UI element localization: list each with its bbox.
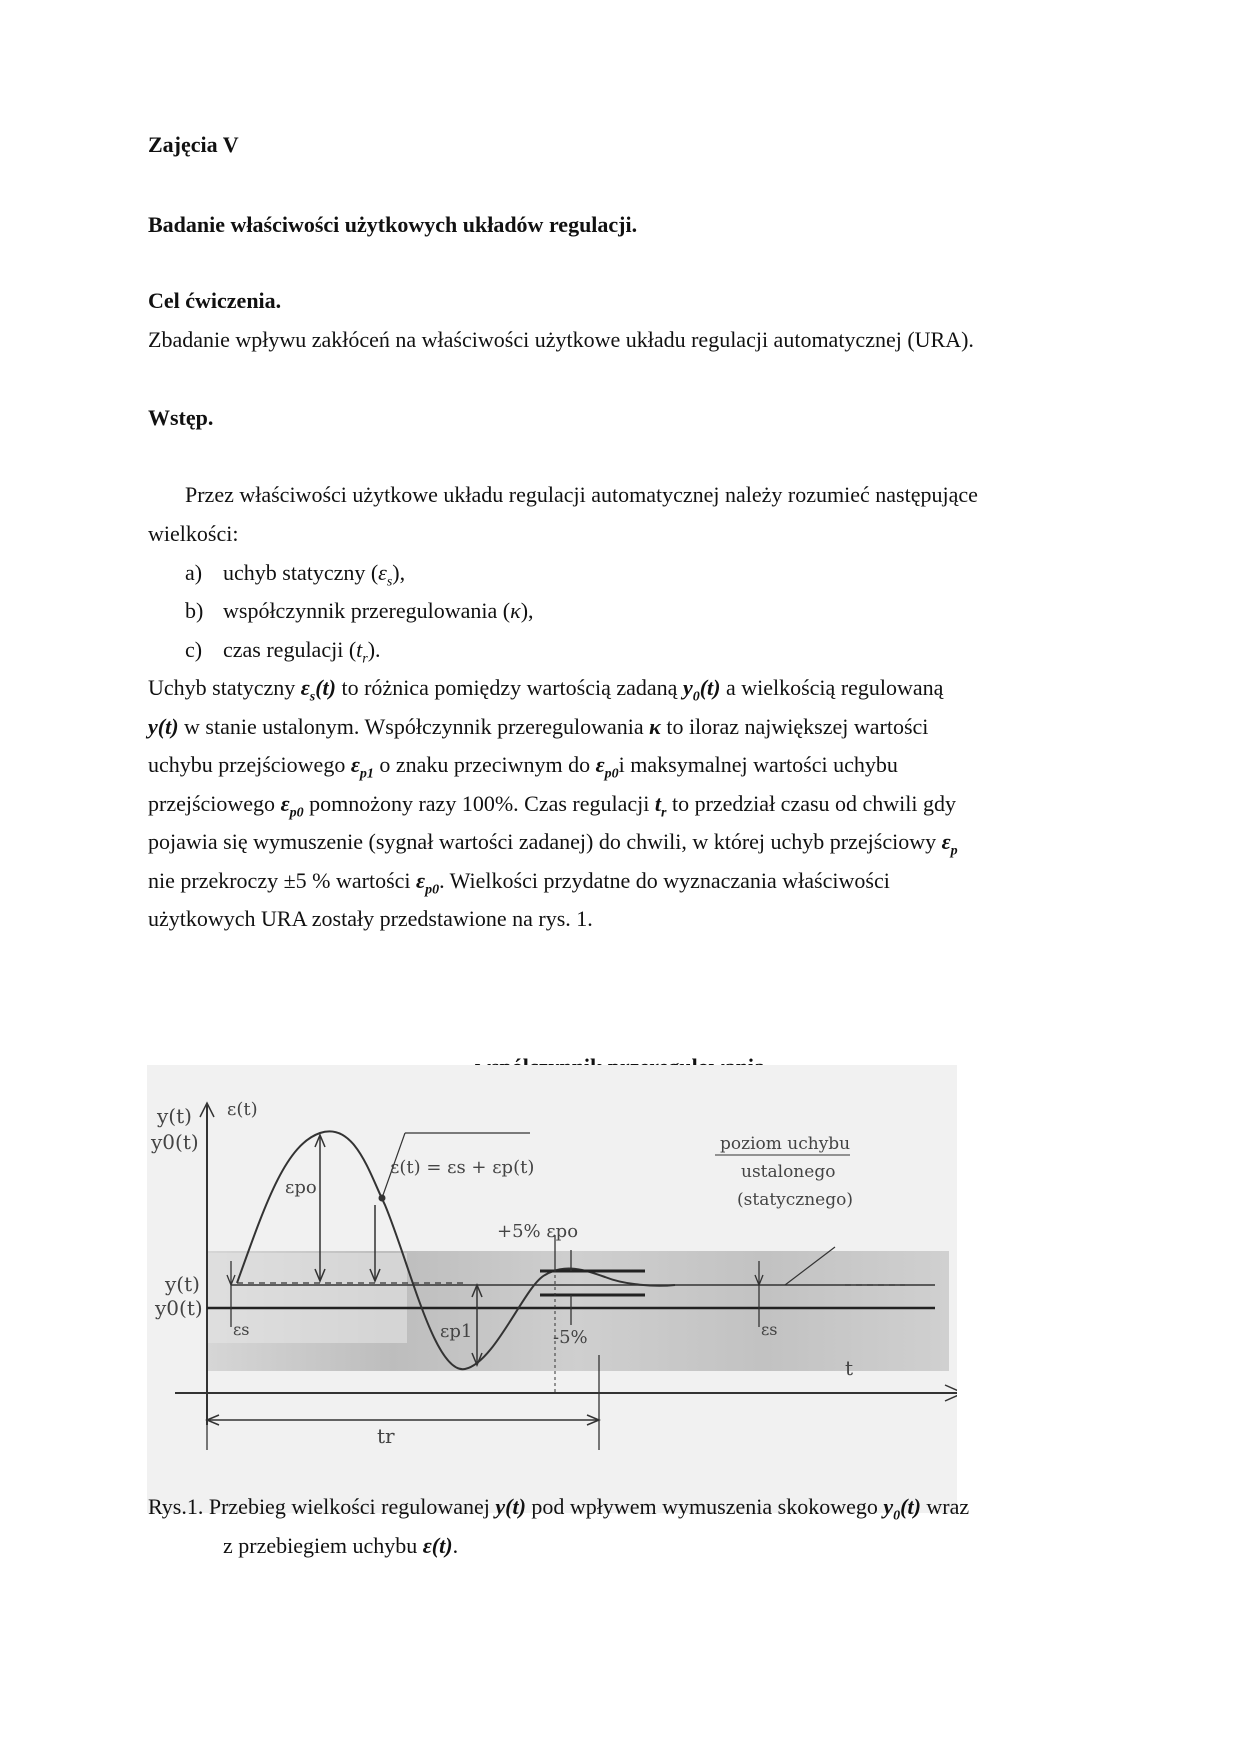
y-axis-label: y(t) [157, 1104, 192, 1128]
plus5-label: +5% εpo [497, 1221, 579, 1242]
goal-heading: Cel ćwiczenia. [148, 288, 282, 313]
intro-para1-line1: Przez właściwości użytkowe układu regulacji automatycznej należy rozumieć następujące [185, 482, 978, 507]
para2-line6: nie przekroczy ±5 % wartości $\varepsilon_{p0}$. Wielkości przydatne do wyznaczania właściwości [148, 868, 890, 898]
para2-line1: Uchyb statyczny $\varepsilon_s(t)$ to różnica pomiędzy wartością zadaną $y_0(t)$ a wielkością regulowaną [148, 675, 944, 705]
document-title: Zajęcia V [148, 132, 239, 157]
para2-line2: y(t) w stanie ustalonym. Współczynnik przeregulowania κ to iloraz największej wartości [148, 714, 929, 739]
y0-level-label: y0(t) [155, 1296, 203, 1320]
tr-label: tr [377, 1424, 395, 1448]
eps-s-right-label: εs [761, 1320, 778, 1339]
list-item: współczynnik przeregulowania (κ), [223, 598, 534, 623]
eps-p1-label: εp1 [440, 1321, 473, 1342]
eps-s-left-label: εs [233, 1320, 250, 1339]
figure-caption-line2: z przebiegiem uchybu ε(t). [223, 1533, 459, 1558]
figure-caption-line1: Rys.1. Przebieg wielkości regulowanej y(t) pod wpływem wymuszenia skokowego $y_0(t)$ wraz [148, 1494, 970, 1524]
para2-line7: użytkowych URA zostały przedstawione na rys. 1. [148, 906, 593, 931]
intro-para1-line2: wielkości: [148, 521, 239, 546]
list-item-mark: b) [185, 598, 204, 623]
t-axis-label: t [845, 1356, 854, 1380]
level-note-line1: poziom uchybu [720, 1134, 851, 1154]
list-item-mark: a) [185, 560, 203, 585]
eps-axis-label: ε(t) [227, 1099, 258, 1120]
level-note-line3: (statycznego) [737, 1190, 853, 1210]
para2-line3: uchybu przejściowego $\varepsilon_{p1}$ o znaku przeciwnym do $\varepsilon_{p0}i$ maksymalnej wartości uchybu [148, 752, 898, 782]
para2-line4: przejściowego $\varepsilon_{p0}$ pomnożony razy 100%. Czas regulacji $t_r$ to przedział czasu od chwili gdy [148, 791, 957, 821]
subject-heading: Badanie właściwości użytkowych układów regulacji. [148, 212, 638, 237]
eps-p0-label: εpo [285, 1177, 317, 1198]
list-item: czas regulacji $(t_r)$. [223, 637, 381, 667]
level-note-line2: ustalonego [741, 1162, 836, 1182]
para2-line5: pojawia się wymuszenie (sygnał wartości zadanej) do chwili, w której uchyb przejściowy $\varepsilon_p$ [148, 829, 958, 859]
goal-text: Zbadanie wpływu zakłóceń na właściwości użytkowe układu regulacji automatycznej (URA). [148, 327, 974, 352]
formula-label: ε(t) = εs + εp(t) [390, 1157, 535, 1178]
y0-axis-label: y0(t) [151, 1130, 199, 1154]
y-level-label: y(t) [165, 1272, 200, 1296]
minus5-label: -5% [553, 1327, 588, 1348]
list-item: uchyb statyczny $(\varepsilon_s)$, [223, 560, 406, 590]
intro-heading: Wstęp. [148, 405, 214, 430]
list-item-mark: c) [185, 637, 203, 662]
figure-diagram [145, 1065, 957, 1513]
